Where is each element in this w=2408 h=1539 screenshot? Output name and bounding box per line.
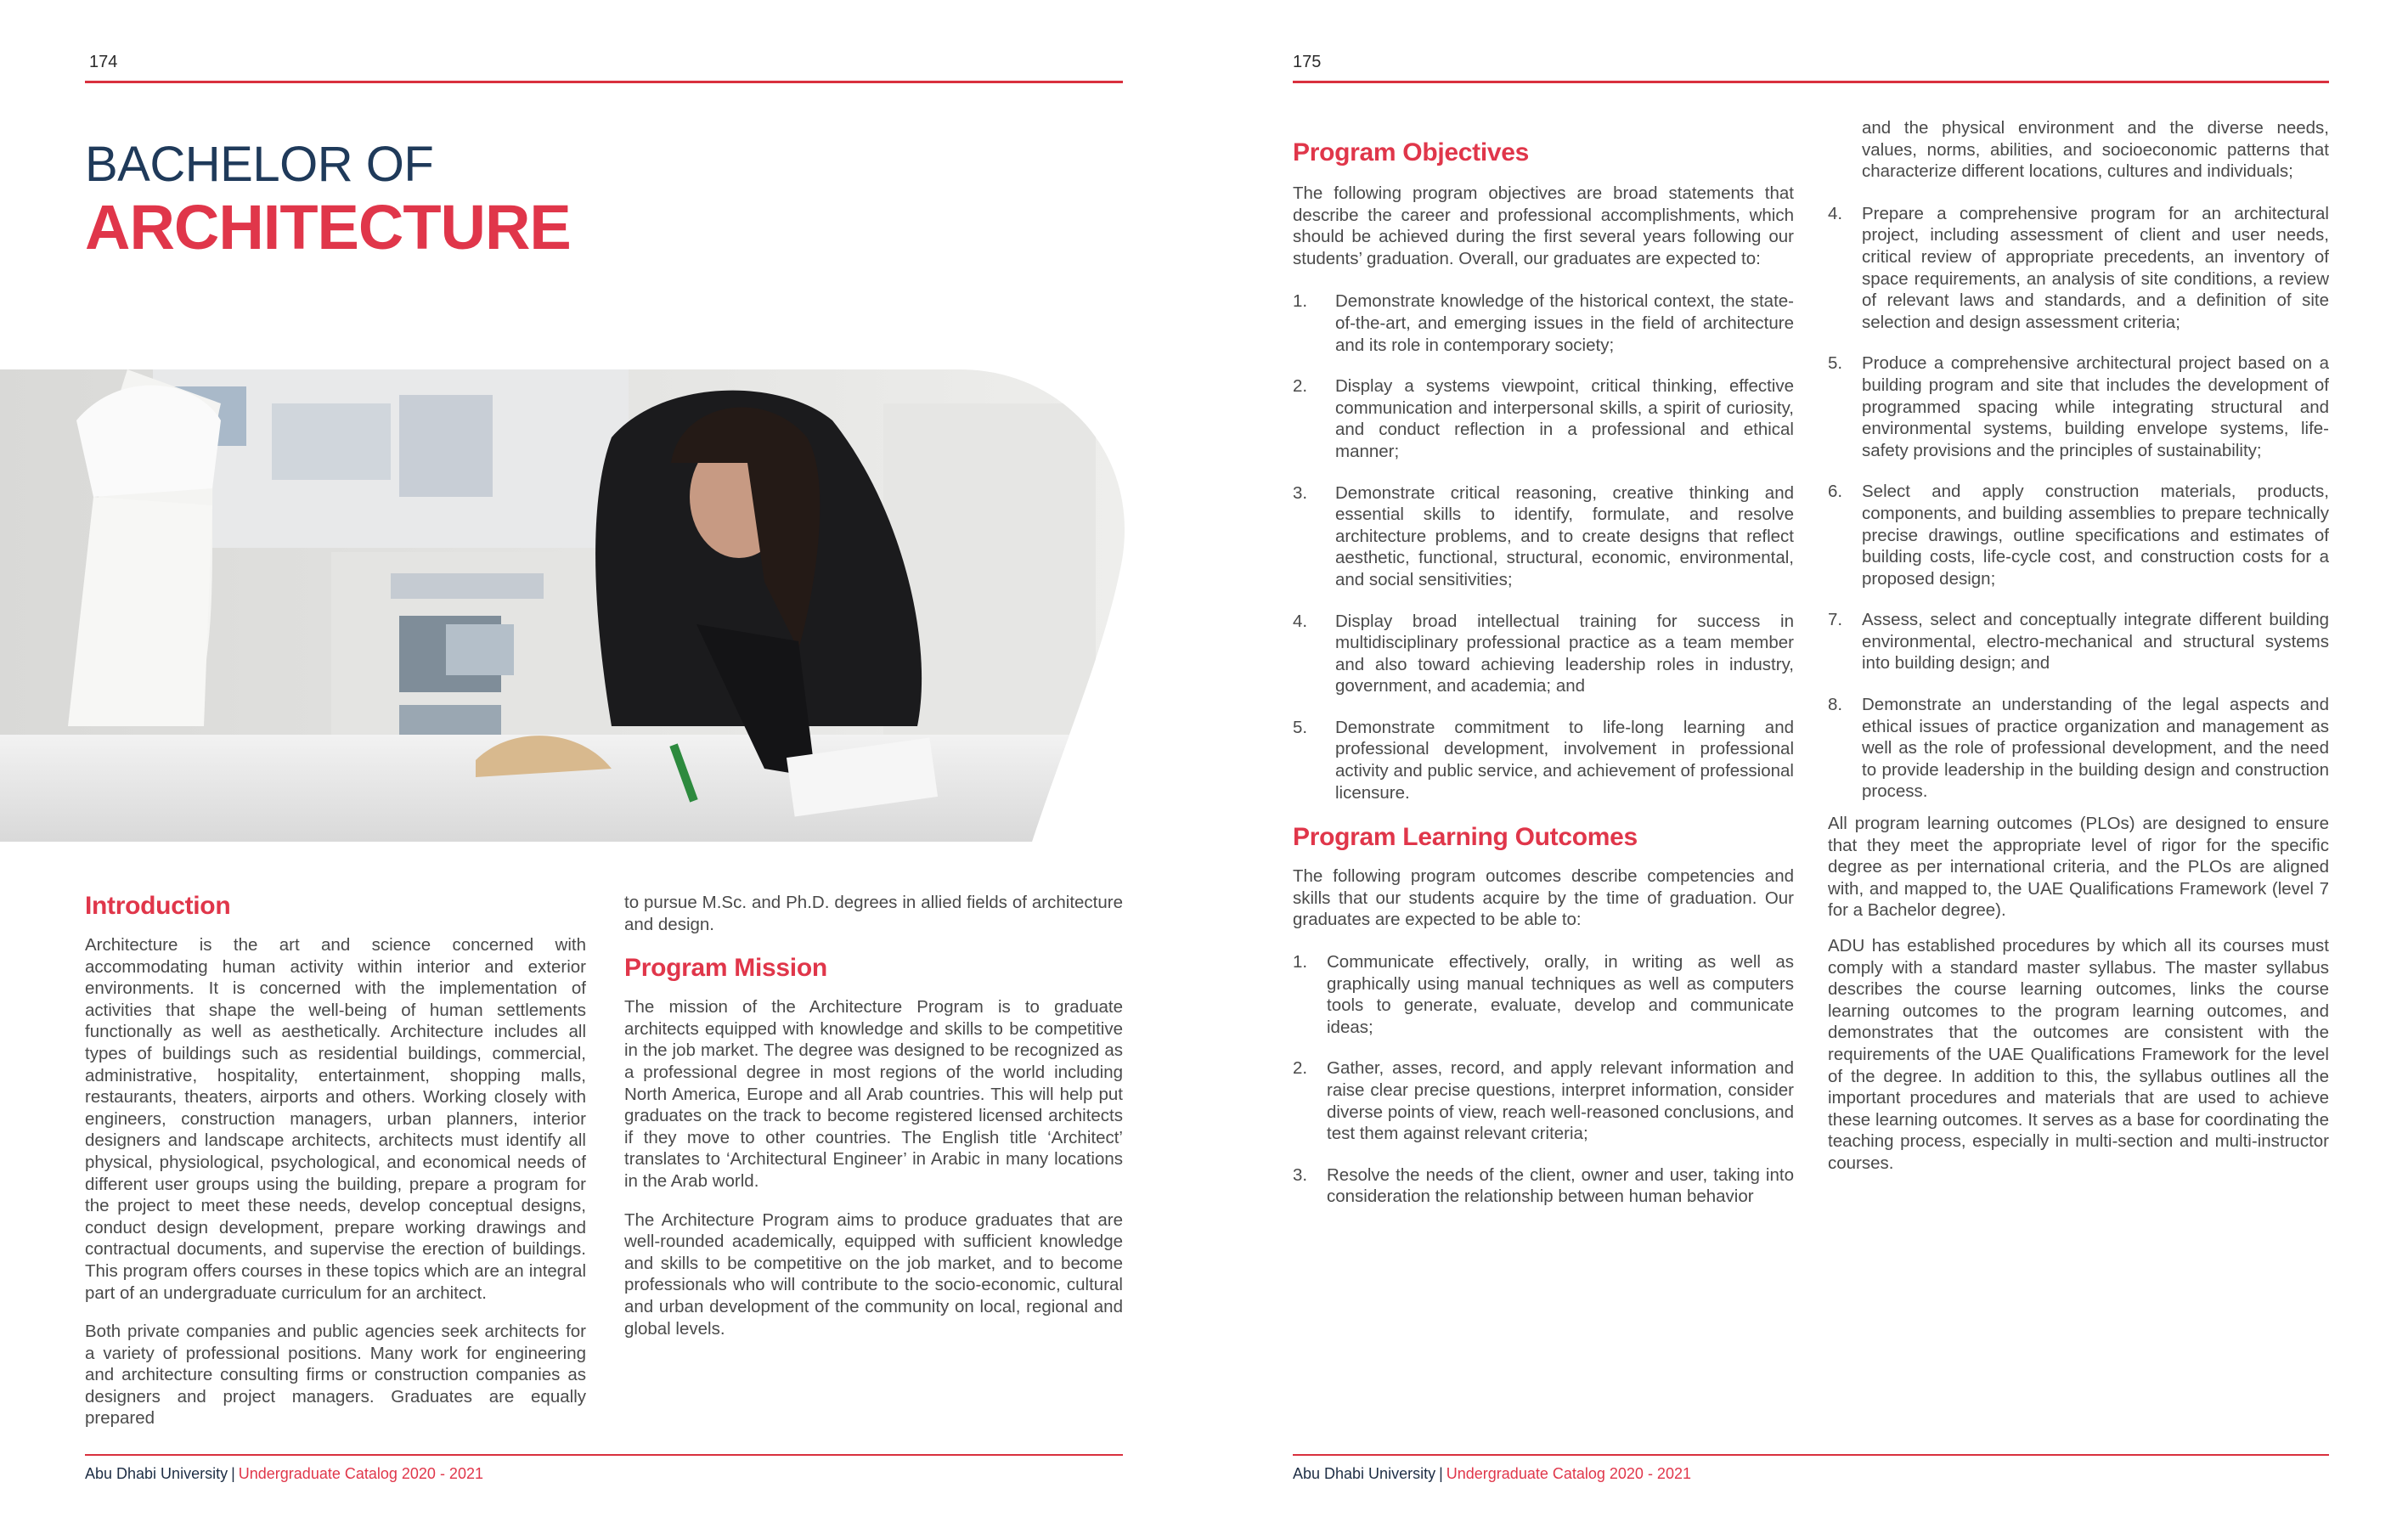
list-item-number: 3. (1293, 482, 1308, 503)
footer-catalog: Undergraduate Catalog 2020 - 2021 (1446, 1465, 1691, 1482)
students-photo (0, 369, 1130, 842)
list-item-text: Resolve the needs of the client, owner and user, taking into consideration the relationship between human behavior (1327, 1164, 1794, 1207)
list-item-text: Display broad intellectual training for success in multidisciplinary professional practice as a team member and also toward achieving leadership roles in industry, government, and academia; and (1335, 611, 1794, 696)
list-item-text: Display a systems viewpoint, critical thinking, effective communication and interpersonal skills, a spirit of curiosity, and conduct reflection in a professional and ethical manner; (1335, 376, 1794, 461)
footer-university: Abu Dhabi University (85, 1465, 228, 1482)
list-item-text: Select and apply construction materials, products, components, and building assemblies to prepare technically precise drawings, outline specifications and estimates of building costs, life-cycle cost, and construction costs for a proposed design; (1862, 482, 2329, 589)
introduction-paragraph: Architecture is the art and science concerned with accommodating human activity within interior and exterior environments. It is concerned with the implementation of activities that shape the well-being of human settlements functionally as well as aesthetically. Architecture includes all types of buildings such as residential buildings, commercial, administrative, hospitality, entertainment, shopping malls, restaurants, theaters, airports and others. Working closely with engineers, construction managers, urban planners, interior designers and landscape architects, architects must identify all physical, physiological, psychological, and economical needs of different user groups using the building, prepare a program for the project to meet these needs, develop conceptual designs, conduct design development, prepare working drawings and contractual documents, and supervise the erection of buildings. This program offers courses in these topics which are an integral part of an undergraduate curriculum for an architect. (85, 935, 586, 1303)
footer-rule-right (1293, 1454, 2329, 1456)
list-item-number: 2. (1293, 1058, 1308, 1079)
footer-separator: | (231, 1465, 235, 1482)
mission-column (624, 892, 1123, 1356)
list-item-text: Demonstrate knowledge of the historical context, the state-of-the-art, and emerging issues in the field of architecture and its role in contemporary society; (1335, 291, 1794, 355)
list-item-text: Demonstrate an understanding of the legal aspects and ethical issues of practice organization and management as well as the role of professional development, and the need to provide leadership in the building design and construction process. (1862, 695, 2329, 802)
list-item-number: 8. (1828, 695, 1843, 715)
objectives-column (1293, 138, 1794, 1227)
list-item-number: 1. (1293, 952, 1308, 972)
list-item-number: 4. (1828, 203, 1843, 223)
plo-summary-paragraph-2: ADU has established procedures by which all its courses must comply with a standard master syllabus. The master syllabus describes the course learning outcomes, links the course learning outcomes to the program learning outcomes, and demonstrates that the outcomes are consistent with the requirements of the UAE Qualifications Framework for the level of the degree. In addition to this, the syllabus outlines all the important procedures and materials that are used to achieve these learning outcomes. It serves as a base for coordinating the teaching process, especially in multi-section and multi-instructor courses. (1828, 936, 2329, 1173)
list-item (1293, 290, 1794, 356)
mission-paragraph-2: The Architecture Program aims to produce graduates that are well-rounded academically, equipped with sufficient knowledge and skills to be competitive on the job market, and to become professionals who will contribute to the socio-economic, cultural and urban development of the community on local, regional and global levels. (624, 1209, 1123, 1339)
footer-separator: | (1439, 1465, 1443, 1482)
list-item-text: Gather, asses, record, and apply relevant information and raise clear precise questions, interpret information, consider diverse points of view, reach well-reasoned conclusions, and test them against relevant criteria; (1327, 1058, 1794, 1144)
list-item-number: 5. (1828, 353, 1843, 374)
footer-rule-left (85, 1454, 1123, 1456)
list-item-number: 1. (1293, 291, 1308, 312)
footer-left (85, 1465, 483, 1483)
page-number-left: 174 (89, 53, 118, 71)
list-item (1293, 1164, 1794, 1208)
list-item-text: Produce a comprehensive architectural project based on a building program and site that includes the development of programmed spacing while integrating structural and environmental systems, building envelope systems, life-safety provisions and the principles of sustainability; (1862, 353, 2329, 460)
mission-heading: Program Mission (624, 954, 827, 983)
page-number-right: 175 (1293, 53, 1322, 71)
plo-column-2 (1828, 117, 2329, 1192)
objectives-heading: Program Objectives (1293, 138, 1530, 166)
introduction-section (85, 892, 586, 1446)
list-item-number: 7. (1828, 610, 1843, 630)
list-item-number: 3. (1293, 1164, 1308, 1185)
list-item (1293, 717, 1794, 803)
footer-right (1293, 1465, 1691, 1483)
list-item (1828, 203, 2329, 334)
list-item (1293, 611, 1794, 697)
list-item-text: Prepare a comprehensive program for an architectural project, including assessment of client and user needs, critical review of appropriate precedents, an inventory of space requirements, an analysis of site conditions, a review of relevant laws and standards, and a definition of site selection and design assessment criteria; (1862, 203, 2329, 332)
plo-item-3-continued: and the physical environment and the diverse needs, values, norms, abilities, and socioeconomic patterns that characterize different locations, cultures and individuals; (1862, 118, 2329, 182)
plo-heading: Program Learning Outcomes (1293, 823, 1638, 852)
introduction-paragraph-2: Both private companies and public agencies seek architects for a variety of professional positions. Many work for engineering and architecture consulting firms or construction companies as designers and project managers. Graduates are equally prepared (85, 1322, 586, 1429)
list-item (1293, 1057, 1794, 1144)
plo-list-2 (1828, 203, 2329, 803)
header-rule-left (85, 81, 1123, 83)
list-item-text: Assess, select and conceptually integrate different building environmental, electro-mechanical and structural systems into building design; and (1862, 610, 2329, 674)
introduction-paragraph-continued: to pursue M.Sc. and Ph.D. degrees in allied fields of architecture and design. (624, 893, 1123, 934)
list-item (1828, 481, 2329, 589)
list-item (1828, 352, 2329, 461)
mission-paragraph-1: The mission of the Architecture Program is to graduate architects equipped with knowledge and skills to be competitive in the job market. The degree was designed to be recognized as a professional degree in most regions of the world including North America, Europe and all Arab countries. This will help put graduates on the track to become registered licensed architects if they move to other countries. The English title ‘Architect’ translates to ‘Architectural Engineer’ in Arabic in many locations in the Arab world. (624, 997, 1123, 1191)
objectives-intro: The following program objectives are broad statements that describe the career and professional accomplishments, which should be achieved during the first several years following our students’ graduation. Overall, our graduates are expected to: (1293, 183, 1794, 268)
header-rule-right (1293, 81, 2329, 83)
list-item-number: 2. (1293, 376, 1308, 397)
list-item-number: 5. (1293, 717, 1308, 737)
introduction-heading: Introduction (85, 892, 231, 920)
list-item-text: Demonstrate critical reasoning, creative thinking and essential skills to identify, formulate, and resolve architecture problems, and to create designs that reflect aesthetic, functional, structural, economic, environmental, and social sensitivities; (1335, 482, 1794, 589)
list-item (1828, 609, 2329, 674)
list-item-number: 4. (1293, 611, 1308, 631)
footer-catalog: Undergraduate Catalog 2020 - 2021 (238, 1465, 483, 1482)
list-item-text: Demonstrate commitment to life-long learning and professional development, involvement in professional activity and public service, and achievement of professional licensure. (1335, 717, 1794, 803)
list-item (1293, 375, 1794, 462)
plo-summary-paragraph-1: All program learning outcomes (PLOs) are designed to ensure that they meet the appropriate level of rigor for the specific degree as per international criteria, and the PLOs are aligned with, and mapped to, the UAE Qualifications Framework (level 7 for a Bachelor degree). (1828, 814, 2329, 921)
title-line-1: BACHELOR OF (85, 137, 434, 192)
objectives-list (1293, 290, 1794, 803)
list-item (1293, 951, 1794, 1038)
plo-intro: The following program outcomes describe competencies and skills that our students acquire by the time of graduation. Our graduates are expected to be able to: (1293, 866, 1794, 930)
list-item-text: Communicate effectively, orally, in writing as well as graphically using manual techniques as well as computers tools to generate, evaluate, develop and communicate ideas; (1327, 952, 1794, 1037)
list-item-number: 6. (1828, 482, 1843, 502)
list-item (1293, 482, 1794, 591)
list-item (1828, 694, 2329, 803)
plo-list-1 (1293, 951, 1794, 1208)
footer-university: Abu Dhabi University (1293, 1465, 1436, 1482)
page-title: ARCHITECTURE (85, 192, 571, 262)
